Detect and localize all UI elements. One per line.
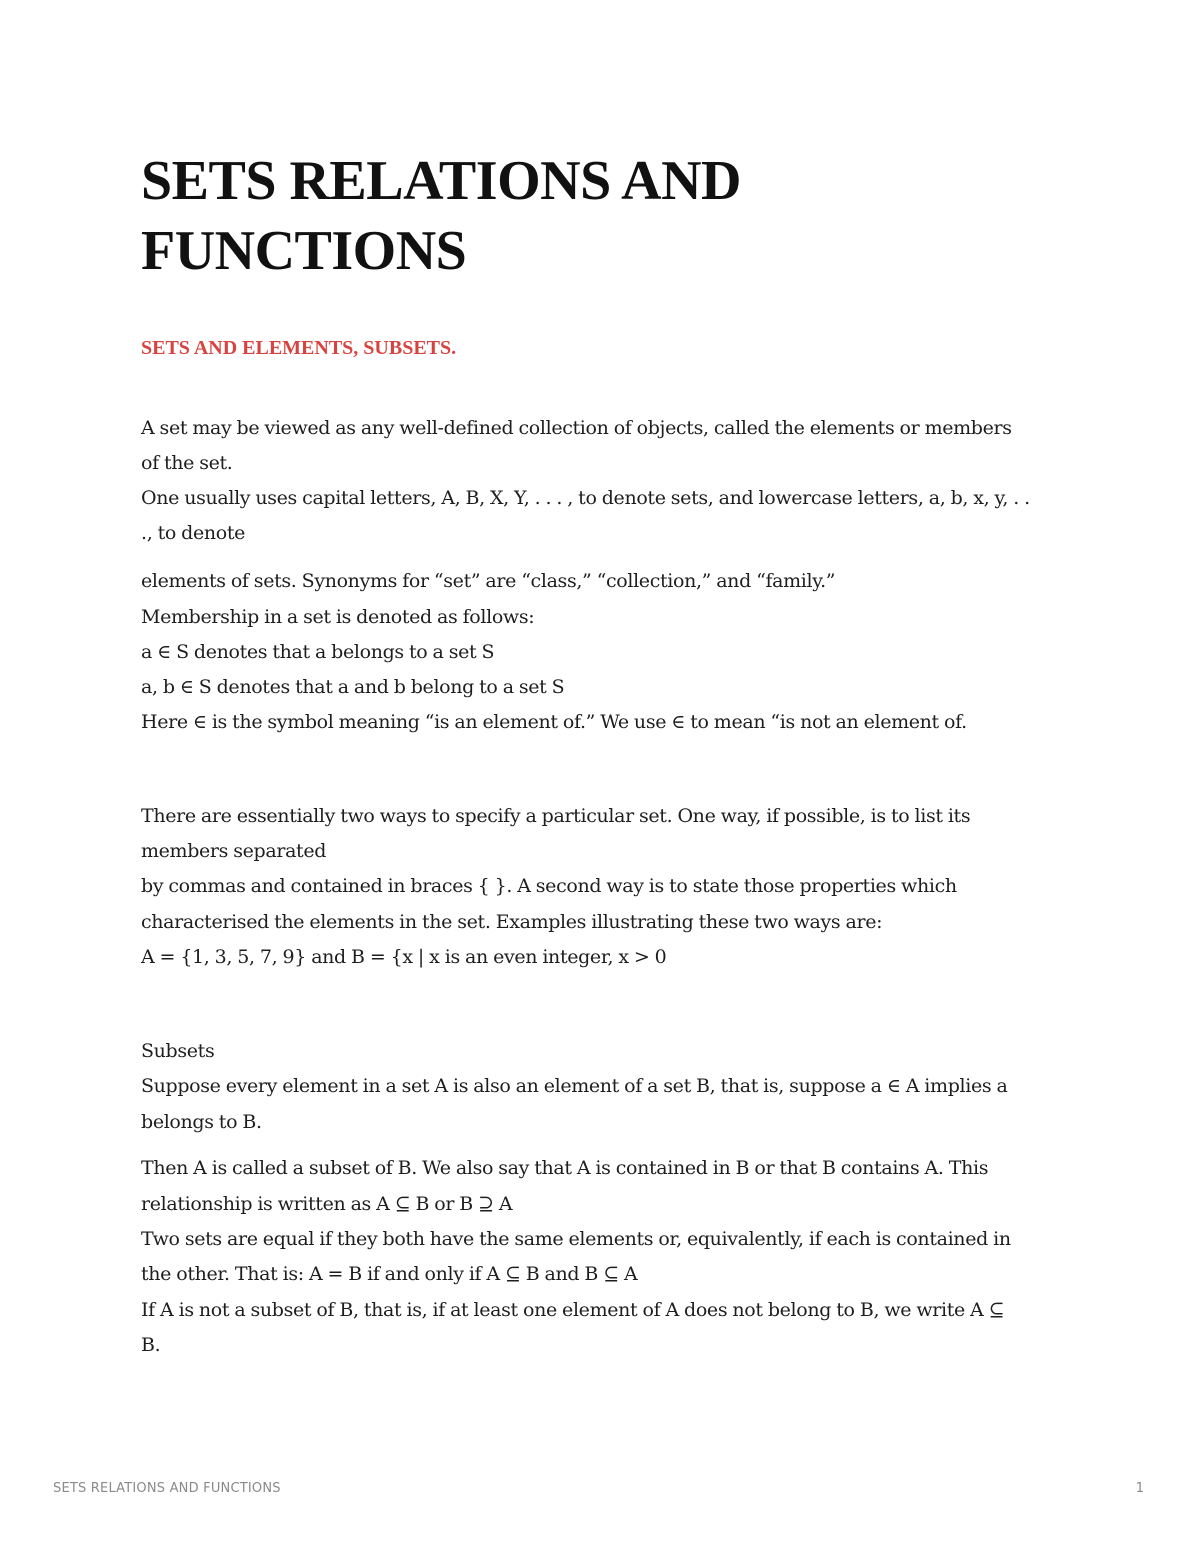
body-line-21: the other. That is: A = B if and only if A ⊆ B and B ⊆ A (141, 1263, 638, 1285)
body-line-22: If A is not a subset of B, that is, if at least one element of A does not belong to B, we write A ⊆ (141, 1299, 1005, 1321)
body-line-12: by commas and contained in braces { }. A second way is to state those properties which (141, 875, 957, 897)
body-line-17: belongs to B. (141, 1111, 262, 1133)
body-line-8: a, b ∈ S denotes that a and b belong to a set S (141, 676, 565, 698)
footer-page-number: 1 (1135, 1481, 1144, 1496)
body-line-18: Then A is called a subset of B. We also say that A is contained in B or that B contains A. This (141, 1157, 989, 1179)
document-title-line-2: FUNCTIONS (141, 220, 467, 282)
document-title-line-1: SETS RELATIONS AND (141, 150, 741, 212)
body-line-11: members separated (141, 840, 327, 862)
body-line-1: A set may be viewed as any well-defined collection of objects, called the elements or members (141, 417, 1012, 439)
body-line-3: One usually uses capital letters, A, B, X, Y, . . . , to denote sets, and lowercase letters, a, b, x, y, . . (141, 487, 1030, 509)
body-line-7: a ∈ S denotes that a belongs to a set S (141, 641, 495, 663)
body-line-4: ., to denote (141, 522, 245, 544)
footer-running-title: SETS RELATIONS AND FUNCTIONS (53, 1481, 281, 1496)
body-line-16: Suppose every element in a set A is also an element of a set B, that is, suppose a ∈ A implies a (141, 1075, 1008, 1097)
body-line-20: Two sets are equal if they both have the same elements or, equivalently, if each is contained in (141, 1228, 1011, 1250)
body-line-2: of the set. (141, 452, 233, 474)
body-line-9: Here ∈ is the symbol meaning “is an element of.” We use ∈ to mean “is not an element of. (141, 711, 967, 733)
body-line-14: A = {1, 3, 5, 7, 9} and B = {x | x is an even integer, x > 0 (141, 946, 667, 968)
body-line-5: elements of sets. Synonyms for “set” are “class,” “collection,” and “family.” (141, 570, 836, 592)
section-heading: SETS AND ELEMENTS, SUBSETS. (141, 337, 457, 359)
subsets-heading: Subsets (141, 1040, 215, 1062)
body-line-6: Membership in a set is denoted as follows: (141, 606, 535, 628)
body-line-19: relationship is written as A ⊆ B or B ⊇ A (141, 1193, 513, 1215)
body-line-13: characterised the elements in the set. Examples illustrating these two ways are: (141, 911, 883, 933)
body-line-23: B. (141, 1334, 161, 1356)
document-title (141, 146, 1041, 286)
body-line-10: There are essentially two ways to specify a particular set. One way, if possible, is to list its (141, 805, 971, 827)
